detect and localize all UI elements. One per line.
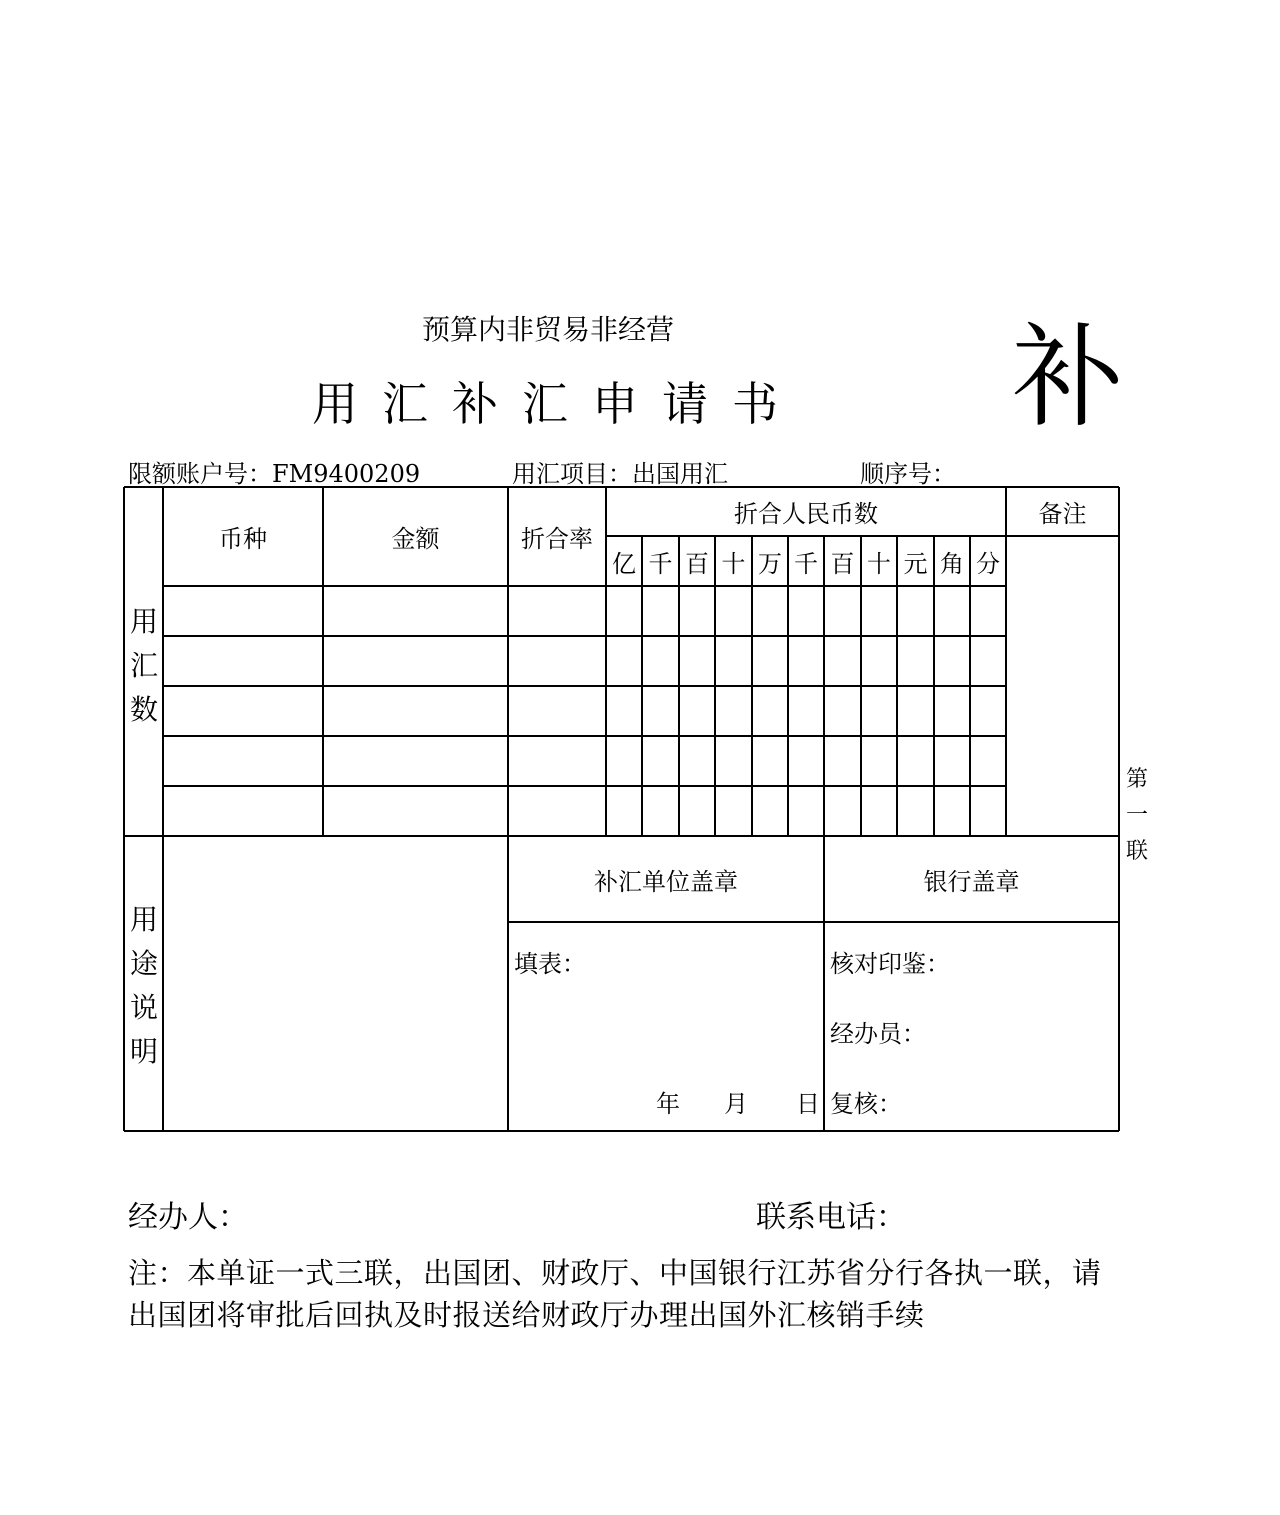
digit-unit-header: 百 (685, 549, 709, 578)
contact-phone-label: 联系电话： (756, 1200, 906, 1235)
digit-unit-header: 十 (867, 549, 891, 578)
copy-mark: 补 (1012, 313, 1124, 443)
usage-amount-label: 用汇数 (129, 605, 158, 726)
exchange-project-label: 用汇项目：出国用汇 (512, 460, 728, 488)
digit-unit-header: 千 (794, 549, 818, 578)
form-subtitle: 预算内非贸易非经营 (422, 313, 675, 346)
digit-unit-header: 角 (940, 549, 964, 578)
rate-header: 折合率 (521, 525, 593, 553)
remarks-header: 备注 (1038, 500, 1087, 528)
digit-unit-header: 元 (903, 549, 928, 578)
digit-unit-header: 百 (830, 549, 855, 578)
date-day-label: 日 (796, 1090, 820, 1118)
applicant-seal-label: 补汇单位盖章 (594, 867, 738, 896)
date-year-label: 年 (656, 1090, 680, 1118)
fill-in-label: 填表： (514, 950, 586, 978)
digit-unit-header: 十 (721, 549, 746, 578)
account-number-label: 限额账户号：FM9400209 (128, 460, 421, 488)
copy-number-label: 第一联 (1125, 767, 1148, 864)
currency-header: 币种 (219, 525, 267, 553)
sequence-number-label: 顺序号： (860, 460, 956, 488)
digit-unit-header: 分 (976, 549, 1000, 578)
verify-seal-label: 核对印鉴： (830, 950, 950, 978)
amount-header: 金额 (391, 525, 440, 553)
digit-unit-header: 千 (648, 549, 673, 578)
digit-unit-header: 亿 (612, 549, 636, 578)
handler-label: 经办人： (128, 1200, 248, 1235)
rmb-total-header: 折合人民币数 (734, 500, 878, 528)
form-note: 注：本单证一式三联，出国团、财政厅、中国银行江苏省分行各执一联，请出国团将审批后回执及时报送给财政厅办理出国外汇核销手续 (128, 1256, 1102, 1332)
form-title: 用汇补汇申请书 (312, 377, 802, 431)
clerk-label: 经办员： (830, 1020, 926, 1048)
date-month-label: 月 (724, 1090, 748, 1118)
usage-description-label: 用途说明 (129, 903, 158, 1068)
review-label: 复核： (830, 1090, 902, 1118)
bank-seal-label: 银行盖章 (923, 867, 1020, 896)
digit-unit-header: 万 (758, 549, 782, 578)
